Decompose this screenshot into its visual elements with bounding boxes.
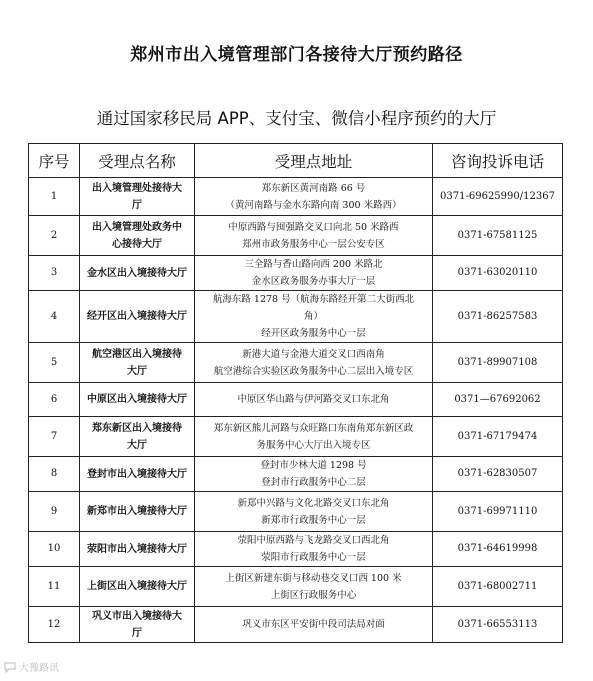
hall-name (80, 216, 195, 256)
hall-address (195, 256, 433, 291)
hall-name-line: 新郑市出入境接待大厅 (87, 506, 187, 517)
row-number: 7 (29, 417, 80, 457)
header-address: 受理点地址 (195, 144, 433, 178)
hall-name (80, 256, 195, 291)
header-name: 受理点名称 (80, 144, 195, 178)
row-number: 6 (29, 383, 80, 417)
hall-name-line: 航空港区出入境接待 (92, 348, 182, 360)
hall-address (195, 178, 433, 216)
hall-address-line: 新港大道与金港大道交叉口西南角 (242, 348, 385, 360)
hall-name-line: 荥阳市出入境接待大厅 (87, 543, 187, 555)
hall-address-line: 郑东新区熊儿河路与众旺路口东南角郑东新区政 (213, 422, 414, 434)
hall-address-line: 荥阳中原西路与飞龙路交叉口西北角 (237, 535, 390, 546)
hall-address-line: 上街区新建东街与移动巷交叉口西 100 米 (225, 572, 402, 584)
hall-name-line: 厅 (132, 199, 142, 211)
hall-name (80, 607, 195, 643)
hall-address (195, 492, 433, 532)
table-row (29, 291, 563, 343)
hall-address (195, 457, 433, 492)
hall-phone: 0371-62830507 (433, 457, 563, 492)
hall-address-line: （黄河南路与金水东路向南 300 米路西） (225, 199, 402, 211)
hall-address (195, 291, 433, 343)
hall-name-line: 巩义市出入境接待大 (92, 610, 182, 622)
hall-phone: 0371-66553113 (433, 607, 563, 643)
hall-address-line: 巩义市东区平安街中段司法局对面 (242, 619, 385, 630)
hall-phone: 0371-63020110 (433, 256, 563, 291)
hall-name (80, 383, 195, 417)
hall-address-line: 三全路与香山路向西 200 米路北 (244, 259, 383, 270)
hall-address-line: 经开区政务服务中心一层 (261, 328, 366, 339)
hall-address-line: 中原西路与囤强路交叉口向北 50 米路西 (228, 221, 399, 233)
header-phone: 咨询投诉电话 (433, 144, 563, 178)
hall-address (195, 343, 433, 383)
hall-address-line: 登封市行政服务中心二层 (261, 477, 366, 488)
row-number: 8 (29, 457, 80, 492)
hall-name-line: 金水区出入境接待大厅 (87, 267, 187, 279)
hall-name (80, 343, 195, 383)
hall-address-line: 荥阳市行政服务中心一层 (261, 552, 366, 563)
reception-hall-table (28, 143, 563, 643)
table-row (29, 457, 563, 492)
hall-name (80, 567, 195, 607)
hall-name (80, 492, 195, 532)
table-row (29, 256, 563, 291)
hall-name-line: 经开区出入境接待大厅 (87, 311, 187, 322)
table-header-row (29, 144, 563, 178)
row-number: 1 (29, 178, 80, 216)
hall-address (195, 532, 433, 567)
hall-address-line: 新郑中兴路与文化北路交叉口东北角 (237, 497, 390, 509)
hall-address (195, 383, 433, 417)
speech-bubble-icon (4, 661, 16, 673)
hall-name (80, 457, 195, 492)
hall-name-line: 出入境管理处政务中 (92, 221, 182, 233)
hall-phone: 0371-67581125 (433, 216, 563, 256)
hall-name (80, 178, 195, 216)
hall-address (195, 567, 433, 607)
hall-phone: 0371—67692062 (433, 383, 563, 417)
hall-name (80, 532, 195, 567)
row-number: 11 (29, 567, 80, 607)
row-number: 4 (29, 291, 80, 343)
table-row (29, 492, 563, 532)
row-number: 3 (29, 256, 80, 291)
hall-address (195, 216, 433, 256)
table-row (29, 417, 563, 457)
hall-address-line: 郑东新区黄河南路 66 号 (261, 182, 366, 194)
hall-address-line: 登封市少林大道 1298 号 (260, 460, 367, 471)
hall-name (80, 291, 195, 343)
hall-name-line: 上街区出入境接待大厅 (87, 581, 187, 592)
hall-address (195, 607, 433, 643)
hall-address-line: 上街区行政服务中心 (270, 589, 357, 601)
row-number: 5 (29, 343, 80, 383)
hall-name-line: 大厅 (127, 365, 147, 377)
header-seq: 序号 (29, 144, 80, 178)
table-row (29, 607, 563, 643)
table-row (29, 567, 563, 607)
hall-address (195, 417, 433, 457)
hall-address-line: 角） (303, 311, 323, 322)
hall-phone: 0371-86257583 (433, 291, 563, 343)
section-subtitle: 通过国家移民局 APP、支付宝、微信小程序预约的大厅 (96, 109, 497, 128)
table-row (29, 383, 563, 417)
hall-name-line: 中原区出入境接待大厅 (87, 394, 187, 405)
watermark (4, 659, 59, 674)
hall-phone: 0371-68002711 (433, 567, 563, 607)
hall-name-line: 登封市出入境接待大厅 (87, 468, 187, 480)
hall-name-line: 出入境管理处接待大 (92, 182, 182, 194)
hall-phone: 0371-67179474 (433, 417, 563, 457)
page-title: 郑州市出入境管理部门各接待大厅预约路径 (130, 45, 463, 65)
table-row (29, 343, 563, 383)
hall-address-line: 中原区华山路与伊河路交叉口东北角 (237, 394, 390, 405)
hall-name-line: 郑东新区出入境接待 (92, 422, 182, 434)
hall-address-line: 航海东路 1278 号（航海东路经开第二大街西北 (212, 294, 415, 305)
hall-phone: 0371-69625990/12367 (433, 178, 563, 216)
hall-address-line: 新郑市行政服务中心一层 (261, 514, 366, 526)
hall-name-line: 厅 (132, 627, 142, 639)
hall-phone: 0371-69971110 (433, 492, 563, 532)
hall-address-line: 务服务中心大厅出入境专区 (256, 439, 371, 451)
row-number: 2 (29, 216, 80, 256)
table-row (29, 216, 563, 256)
row-number: 9 (29, 492, 80, 532)
row-number: 10 (29, 532, 80, 567)
hall-address-line: 金水区政务服务办事大厅一层 (251, 276, 376, 287)
hall-phone: 0371-89907108 (433, 343, 563, 383)
hall-name-line: 心接待大厅 (112, 238, 162, 250)
watermark-text: 大豫路讯 (19, 663, 59, 674)
hall-name-line: 大厅 (127, 439, 147, 451)
hall-address-line: 航空港综合实验区政务服务中心二层出入境专区 (213, 365, 414, 377)
table-row (29, 532, 563, 567)
hall-name (80, 417, 195, 457)
table-row (29, 178, 563, 216)
hall-phone: 0371-64619998 (433, 532, 563, 567)
row-number: 12 (29, 607, 80, 643)
hall-address-line: 郑州市政务服务中心一层公安专区 (242, 238, 385, 250)
